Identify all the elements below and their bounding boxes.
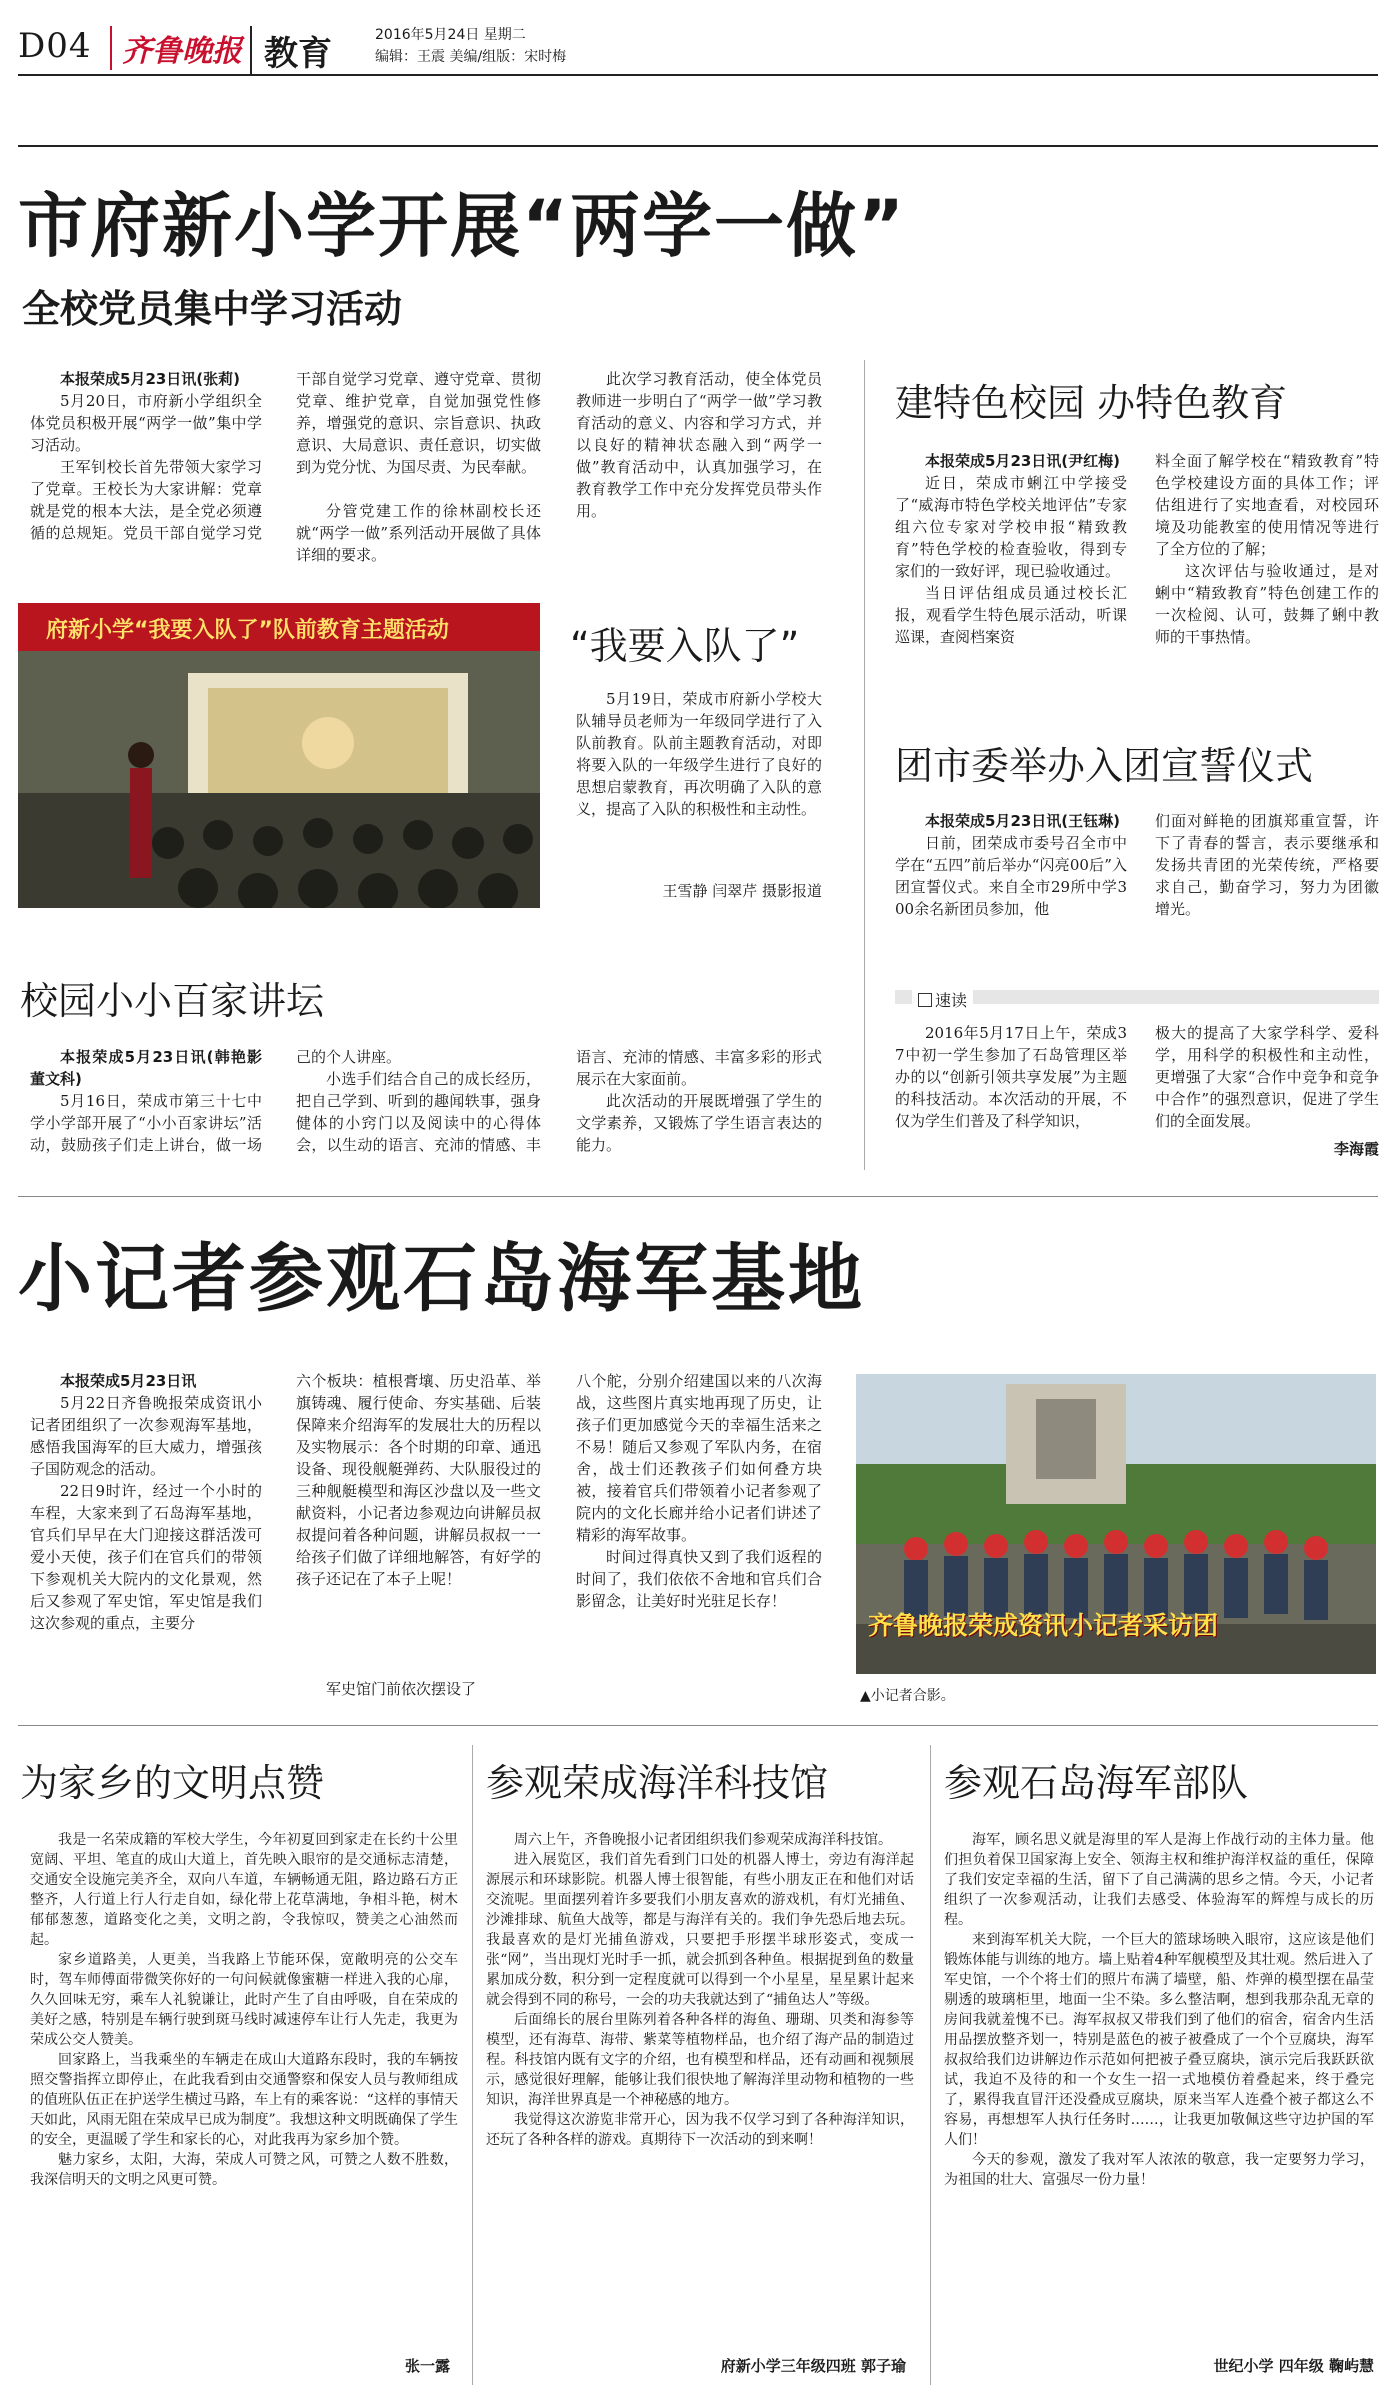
bottom-divider-1 [472, 1745, 473, 2385]
col3-sign: 世纪小学 四年级 鞠屿慧 [1213, 2357, 1374, 2375]
story2-body [576, 688, 822, 820]
story6-para-1-cont: 极大的提高了大家学科学、爱科学，用科学的积极性和主动性，更增强了大家“合作中竞争和竞争中合作”的强烈意识，促进了学生们的全面发展。 [1155, 1024, 1379, 1130]
story1-headline: 市府新小学开展“两学一做” [18, 185, 907, 267]
col1-headline: 为家乡的文明点赞 [20, 1761, 325, 1805]
story2-photo [18, 603, 540, 908]
story5-headline: 团市委举办入团宣誓仪式 [895, 744, 1314, 788]
classroom-photo-illustration [18, 603, 540, 908]
story1-para-2-cont: 干部自觉学习党章、遵守党章、贯彻党章、维护党章，自觉加强党性修养，增强党的意识、宗旨意识、执政意识、大局意识、责任意识，切实做到为党分忧、为国尽责、为民奉献。 [296, 370, 541, 476]
story3-para-1: 5月16日，荣成市第三十七中学小学部开展了“小小百家讲坛”活动，鼓励孩子们走上讲台，做一场 [30, 1092, 262, 1154]
story7-col1 [30, 1370, 262, 1710]
col1-para-3: 回家路上，当我乘坐的车辆走在成山大道路东段时，我的车辆按照交警指挥立即停止，在此我看到由交通警察和保安人员与教师组成的值班队伍正在护送学生横过马路，车上有的乘客说：“这样的事情天天如此，风雨无阻在荣成早已成为制度”。我想这种文明既确保了学生的安全，更温暖了学生和家长的心，对此我再为家乡加个赞。 [30, 2052, 458, 2148]
story3-para-1-cont: 己的个人讲座。 [296, 1048, 402, 1066]
col1-para-1: 我是一名荣成籍的军校大学生，今年初夏回到家走在长约十公里宽阔、平坦、笔直的成山大道上，首先映入眼帘的是交通标志清楚，交通安全设施完美齐全，双向八车道，车辆畅通无阻，路边路石方正整齐，人行道上行人行走自如，绿化带上花草满地，争相斗艳，树木郁郁葱葱，道路变化之美，文明之韵，令我惊叹，赞美之心油然而起。 [30, 1832, 458, 1948]
story7-para-3: 军史馆门前依次摆设了 [326, 1680, 477, 1698]
col1-body [30, 1830, 458, 2350]
col1-para-2: 家乡道路美，人更美，当我路上节能环保，宽敞明亮的公交车时，驾车师傅面带微笑你好的一句问候就像蜜糖一样进入我的心扉，久久回味无穷，乘车人礼貌谦让，此时产生了自由呼吸，自在荣成的美好之感，特别是车辆行驶到斑马线时减速停车让行人先走，我更为荣成公交人赞美。 [30, 1952, 458, 2048]
story3-headline: 校园小小百家讲坛 [20, 979, 325, 1023]
story1-para-1: 5月20日，市府新小学组织全体党员积极开展“两学一做”集中学习活动。 [30, 392, 262, 454]
newspaper-logo: 齐鲁晚报 [110, 26, 242, 70]
story7-photo-caption: ▲小记者合影。 [860, 1688, 955, 1704]
story1-col1 [30, 368, 262, 558]
story3-para-2-cont: 语言、充沛的情感、丰富多彩的形式展示在大家面前。 [576, 1048, 822, 1088]
story5-col2 [1155, 810, 1379, 960]
story4-headline: 建特色校园 办特色教育 [895, 381, 1288, 425]
col2-para-2: 进入展览区，我们首先看到门口处的机器人博士，旁边有海洋起源展示和环球影院。机器人博士很智能，有些小朋友正在和他们对话交流呢。里面摆列着许多要我们小朋友喜欢的游戏机，有灯光捕鱼、沙滩排球、航鱼大战等，都是与海洋有关的。我们争先恐后地去玩。我最喜欢的是灯光捕鱼游戏，只要把手形摆半球形姿式，变成一张“网”，当出现灯光时手一抓，就会抓到各种鱼。根据捉到鱼的数量累加成分数，积分到一定程度就可以得到一个小星星，星星累计起来就会得到不同的称号，一会的功夫我就达到了“捕鱼达人”等级。 [486, 1852, 914, 2008]
story1-dateline: 本报荣成5月23日讯(张莉) [60, 370, 241, 388]
bottom-rule [18, 1725, 1378, 1726]
story7-headline: 小记者参观石岛海军基地 [18, 1236, 865, 1322]
col2-headline: 参观荣成海洋科技馆 [486, 1761, 829, 1805]
col2-para-1: 周六上午，齐鲁晚报小记者团组织我们参观荣成海洋科技馆。 [514, 1832, 892, 1848]
story7-para-2-cont: 六个板块：植根膏壤、历史沿革、举旗铸魂、履行使命、夯实基础、后装保障来介绍海军的发展壮大的历程以及实物展示：各个时期的印章、通迅设备、现役舰艇弹药、大队服役过的三种舰艇模型和海区沙盘以及一些文献资料，小记者边参观边向讲解员叔叔提问着各种问题，讲解员叔叔一一给孩子们做了详细地解答，有好学的孩子还记在了本子上呢！ [296, 1372, 541, 1588]
story2-photo-banner: 府新小学“我要入队了”队前教育主题活动 [46, 618, 449, 643]
story7-para-3-cont: 八个舵，分别介绍建国以来的八次海战，这些图片真实地再现了历史，让孩子们更加感觉今天的幸福生活来之不易！随后又参观了军队内务，在宿舍，战士们还教孩子们如何叠方块被，接着官兵们带领着小记者参观了院内的文化长廊并给小记者们讲述了精彩的海军故事。 [576, 1372, 822, 1544]
header-date: 2016年5月24日 星期二 [375, 27, 526, 43]
story7-col3 [576, 1370, 822, 1710]
col1-sign: 张一露 [404, 2357, 450, 2375]
bottom-divider-2 [930, 1745, 931, 2385]
page-number: D04 [18, 26, 92, 66]
story3-dateline: 本报荣成5月23日讯(韩艳影 董文科) [30, 1048, 262, 1088]
story4-col2 [1155, 450, 1379, 715]
story7-col2 [296, 1370, 541, 1710]
story2-para-1: 5月19日，荣成市府新小学校大队辅导员老师为一年级同学进行了入队前教育。队前主题教育活动，对即将要入队的一年级学生进行了良好的思想启蒙教育，再次明确了入队的意义，提高了入队的积极性和主动性。 [576, 690, 822, 818]
story4-para-3: 这次评估与验收通过，是对蜊中“精致教育”特色创建工作的一次检阅、认可，鼓舞了蜊中教师的干事热情。 [1155, 562, 1379, 646]
story2-credit: 王雪静 闫翠芹 摄影报道 [662, 882, 822, 900]
story3-col2 [296, 1046, 541, 1166]
story3-para-2: 小选手们结合自己的成长经历，把自己学到、听到的趣闻轶事，强身健体的小窍门以及阅读中的心得体会，以生动的语言、充沛的情感、丰 [296, 1070, 541, 1154]
story5-para-1: 日前，团荣成市委号召全市中学在“五四”前后举办“闪亮00后”入团宣誓仪式。来自全市29所中学300余名新团员参加，他 [895, 834, 1127, 918]
quickread-icon [918, 993, 932, 1007]
col3-para-2: 来到海军机关大院，一个巨大的篮球场映入眼帘，这应该是他们锻炼体能与训练的地方。墙上贴着4种军舰模型及其壮观。然后进入了军史馆，一个个将士们的照片布满了墙壁，船、炸弹的模型摆在晶莹剔透的玻璃柜里，地面一尘不染。多么整洁啊，想到我那杂乱无章的房间我就羞愧不已。海军叔叔又带我们到了他们的宿舍，宿舍内生活用品摆放整齐划一，特别是蓝色的被子被叠成了一个个豆腐块，海军叔叔给我们边讲解边作示范如何把被子叠豆腐块，演示完后我跃跃欲试，我迫不及待的和一个女生一招一式地模仿着叠起来，终于叠完了，累得我直冒汗还没叠成豆腐块，原来当军人连叠个被子都这么不容易，再想想军人执行任务时……，让我更加敬佩这些守边护国的军人们！ [944, 1932, 1374, 2148]
story7-para-1: 5月22日齐鲁晚报荣成资讯小记者团组织了一次参观海军基地，感悟我国海军的巨大威力，增强孩子国防观念的活动。 [30, 1394, 262, 1478]
story1-para-4: 此次学习教育活动，使全体党员教师进一步明白了“两学一做”学习教育活动的意义、内容和学习方式，并以良好的精神状态融入到“两学一做”教育活动中，认真加强学习，在教育教学工作中充分发挥党员带头作用。 [576, 370, 822, 520]
story4-dateline: 本报荣成5月23日讯(尹红梅) [925, 452, 1121, 470]
story4-para-2-cont: 料全面了解学校在“精致教育”特色学校建设方面的具体工作；评估组进行了实地查看，对校园环境及功能教室的使用情况等进行了全方位的了解； [1155, 452, 1379, 558]
col3-body [944, 1830, 1374, 2350]
col2-body [486, 1830, 914, 2350]
story1-subhead: 全校党员集中学习活动 [22, 287, 403, 331]
story1-col3 [576, 368, 822, 558]
story4-para-1: 近日，荣成市蜊江中学接受了“威海市特色学校关地评估”专家组六位专家对学校申报“精致教育”特色学校的检查验收，得到专家们的一致好评，现已验收通过。 [895, 474, 1127, 580]
col3-headline: 参观石岛海军部队 [944, 1761, 1249, 1805]
header-editors: 编辑：王震 美编/组版：宋时梅 [375, 49, 567, 65]
story5-col1 [895, 810, 1127, 960]
top-rule [18, 145, 1378, 147]
story5-dateline: 本报荣成5月23日讯(王钰琳) [925, 812, 1121, 830]
story3-para-3: 此次活动的开展既增强了学生的文学素养，又锻炼了学生语言表达的能力。 [576, 1092, 822, 1154]
col2-para-4: 我觉得这次游览非常开心，因为我不仅学习到了各种海洋知识，还玩了各种各样的游戏。真期待下一次活动的到来啊！ [486, 2112, 914, 2148]
story7-para-2: 22日9时许，经过一个小时的车程，大家来到了石岛海军基地，官兵们早早在大门迎接这群活泼可爱小天使，孩子们在官兵们的带领下参观机关大院内的文化景观，然后又参观了军史馆，军史馆是我们这次参观的重点，主要分 [30, 1482, 262, 1632]
story1-col2 [296, 368, 541, 564]
story1-para-2: 王军钊校长首先带领大家学习了党章。王校长为大家讲解：党章就是党的根本大法，是全党必须遵循的总规矩。党员干部自觉学习党 [30, 458, 262, 542]
col3-para-1: 海军，顾名思义就是海里的军人是海上作战行动的主体力量。他们担负着保卫国家海上安全、领海主权和维护海洋权益的重任，保障了我们安定幸福的生活，留下了自己满满的思乡之情。今天，小记者组织了一次参观活动，让我们去感受、体验海军的辉煌与成长的历程。 [944, 1832, 1374, 1928]
story1-para-3: 分管党建工作的徐林副校长还就“两学一做”系列活动开展做了具体详细的要求。 [296, 502, 541, 564]
col1-para-4: 魅力家乡，太阳，大海，荣成人可赞之风，可赞之人数不胜数，我深信明天的文明之风更可赞。 [30, 2152, 458, 2188]
story3-col1 [30, 1046, 262, 1166]
story7-top-rule [18, 1196, 1378, 1197]
right-column-divider [864, 360, 865, 1170]
story6-col1 [895, 1022, 1127, 1162]
header-rule [18, 74, 1378, 76]
section-title: 教育 [250, 26, 332, 75]
story2-headline: “我要入队了” [570, 624, 800, 668]
story7-photo-banner: 齐鲁晚报荣成资讯小记者采访团 [868, 1611, 1219, 1640]
story4-col1 [895, 450, 1127, 715]
col2-sign: 府新小学三年级四班 郭子瑜 [720, 2357, 906, 2375]
quickread-tag [912, 988, 973, 1011]
story4-para-2: 当日评估组成员通过校长汇报，观看学生特色展示活动，听课巡课，查阅档案资 [895, 584, 1127, 646]
quickread-label: 速读 [935, 991, 968, 1010]
story3-col3 [576, 1046, 822, 1166]
story6-para-1: 2016年5月17日上午，荣成37中初一学生参加了石岛管理区举办的以“创新引领共享发展”为主题的科技活动。本次活动的开展，不仅为学生们普及了科学知识， [895, 1024, 1127, 1130]
col2-para-3: 后面绵长的展台里陈列着各种各样的海鱼、珊瑚、贝类和海参等模型，还有海草、海带、紫菜等植物样品，也介绍了海产品的制造过程。科技馆内既有文字的介绍，也有模型和样品，还有动画和视频展示，感觉很好理解，能够让我们很快地了解海洋里动物和植物的一些知识，海洋世界真是一个神秘感的地方。 [486, 2012, 914, 2108]
story7-para-4: 时间过得真快又到了我们返程的时间了，我们依依不舍地和官兵们合影留念，让美好时光驻足长存！ [576, 1548, 822, 1610]
story5-para-1-cont: 们面对鲜艳的团旗郑重宣誓，许下了青春的誓言，表示要继承和发扬共青团的光荣传统，严格要求自己，勤奋学习，努力为团徽增光。 [1155, 812, 1379, 918]
story6-sign: 李海霞 [1333, 1140, 1379, 1158]
col3-para-3: 今天的参观，激发了我对军人浓浓的敬意，我一定要努力学习，为祖国的壮大、富强尽一份力量！ [944, 2152, 1374, 2188]
story7-photo [856, 1374, 1376, 1674]
story7-dateline: 本报荣成5月23日讯 [60, 1372, 197, 1390]
